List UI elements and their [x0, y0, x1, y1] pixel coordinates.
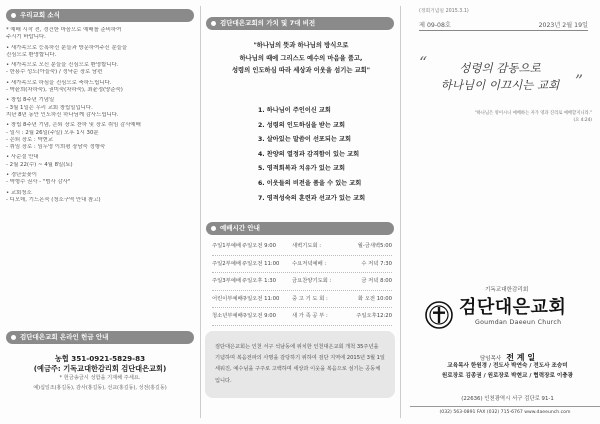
staff-line: 교육목사 한원경 / 전도사 박연숙 / 전도사 조승미 [447, 363, 568, 369]
service-time: 주일오전 11:00 [242, 295, 280, 302]
bullet-icon [11, 13, 16, 18]
church-name-english: Goumdan Daeeun Church [475, 319, 562, 326]
service-time: 주일오전 11:00 [242, 260, 280, 267]
meeting-name: 새벽기도회 : [292, 243, 322, 249]
news-item [6, 45, 194, 60]
news-item-line: * 예배 시작 전, 경건한 마음으로 예배를 준비하여 [6, 27, 122, 33]
news-item [6, 190, 194, 205]
close-quote-icon: ” [574, 71, 583, 90]
bullet-icon [211, 226, 216, 231]
service-time: 주일오후 1:30 [242, 278, 277, 284]
denomination-label: 기독교대한감리회 [485, 287, 529, 293]
church-logo [425, 285, 590, 347]
staff-line: 원로장로 김종권 / 원로장로 박현교 / 협력장로 이충광 [441, 373, 574, 379]
meeting-time: 수 저녁 7:30 [361, 260, 392, 267]
news-item-line: • 교회청소 [6, 189, 32, 196]
news-item [6, 80, 194, 95]
bullet-icon [211, 21, 216, 26]
worship-schedule-table [212, 238, 392, 326]
vision-quote [212, 40, 390, 78]
vision-list [258, 104, 398, 206]
worship-row [212, 308, 392, 326]
meeting-time: 주일오후12:20 [356, 313, 392, 319]
meeting-name: 새 가 족 공 부 : [292, 313, 328, 319]
header-rule [419, 30, 588, 31]
church-intro [205, 331, 395, 398]
news-item-line: • 경단꽃꽂이 [6, 172, 37, 179]
pastor-label: 담임목사 [479, 356, 502, 362]
vision-section-title: 검단대은교회의 가치 및 7대 비전 [220, 19, 316, 27]
meeting-time: 월-금새벽5:00 [357, 243, 392, 249]
church-address: (22636) 인천광역시 서구 검단로 91-1 [461, 396, 554, 402]
service-name: 어린이부예배 : [212, 295, 247, 302]
theme-line: 성령의 감동으로 [459, 61, 541, 75]
church-name: 검단대은교회 [459, 297, 567, 318]
offering-types: 예)십일조(홍길동), 감사(홍길동), 선교(홍길동), 성전(홍길동) [33, 385, 167, 391]
vision-section-header [206, 17, 394, 30]
pastor-name: 전 계 일 [506, 353, 536, 362]
vision-item: 1. 하나님이 주인이신 교회 [258, 107, 331, 114]
news-section-title: 우리교회 소식 [20, 11, 60, 19]
vision-item: 3. 살아있는 말씀이 선포되는 교회 [258, 136, 351, 144]
news-item-line: • 새가족으로 등록하신 분들과 방문하여주신 분들을 [6, 44, 128, 51]
news-item [6, 172, 194, 187]
yearly-theme [419, 53, 583, 94]
worship-row [212, 291, 392, 309]
news-item-line: 주시기 바랍니다. [6, 34, 46, 41]
news-item-line: - 디모데, 기드온숙 (청소구역 안내 참고) [6, 196, 101, 203]
service-name: 주일1부예배 : [212, 243, 245, 249]
service-name: 주일3부예배 : [212, 278, 245, 284]
news-item-line: - 한용수 성도(아들숙) / 정낙순 장로 남편 [6, 69, 103, 76]
news-item-line: 진심으로 환영합니다. [6, 51, 57, 58]
news-item-line: - 은퇴 장로 : 박현교 [6, 136, 54, 143]
meeting-name: 수요저녁예배 : [292, 260, 327, 267]
worship-row [212, 256, 392, 274]
meeting-time: 화 오전 10:00 [358, 295, 392, 302]
vision-item: 2. 성령의 인도하심을 받는 교회 [258, 121, 345, 129]
service-time: 주일오전 9:00 [242, 313, 277, 319]
news-item [6, 27, 194, 42]
vision-quote-line: 성령의 인도하심 따라 세상과 이웃을 섬기는 교회" [231, 67, 371, 74]
worship-row [212, 238, 392, 256]
vision-quote-line: "하나님의 뜻과 하나님의 방식으로 [253, 42, 349, 49]
vision-item: 6. 이웃들의 비전을 품을 수 있는 교회 [258, 179, 362, 187]
open-quote-icon: “ [419, 53, 428, 72]
news-item-line: • 새가족으로 오신 분들을 진심으로 환영합니다. [6, 62, 119, 69]
theme-verse [422, 110, 592, 124]
account-holder: (예금주: 기독교대한감리회 검단대은교회) [33, 364, 167, 373]
news-item-line: • 새가족으로 하심을 진심으로 축하드립니다. [6, 79, 112, 86]
news-item-line: • 창립 8주년 기념, 은퇴 장로 찬하 및 장로 취임 감사예배 [6, 122, 141, 129]
news-list [6, 27, 194, 207]
news-item-line: • 창립 8주년 기념일 [6, 97, 55, 104]
church-contact: (032) 563-0891 FAX (032) 715-6767 www.daeeunch.com [410, 406, 600, 415]
verse-text: "하나님은 영이시니 예배하는 자가 영과 진리로 예배할지니라." [474, 111, 592, 116]
news-item [6, 97, 194, 119]
meeting-name: 금요찬양기도회 : [292, 278, 332, 284]
news-item-line: - 2월 22(수) ~ 4월 8일(토) [6, 161, 73, 168]
news-item-line: - 박형수 권사 - "범사 감사" [6, 179, 71, 186]
news-section-header [6, 9, 194, 22]
news-item [6, 122, 194, 151]
meeting-time: 금 저녁 8:00 [361, 278, 392, 284]
vision-item: 7. 영적성숙의 훈련과 선교가 있는 교회 [258, 194, 366, 202]
vision-item: 4. 찬양의 열정과 감격함이 있는 교회 [258, 150, 360, 158]
issue-number: 제 09-08호 [419, 22, 451, 29]
news-item-line: 지난 8년 동안 인도하신 하나님께 감사드립니다. [6, 111, 119, 118]
worship-row [212, 273, 392, 291]
service-time: 주일오전 9:00 [242, 243, 277, 249]
news-item-line: - 일시 : 2월 26일(주일) 오후 1시 30분 [6, 129, 99, 136]
church-emblem-icon [425, 301, 453, 329]
account-section-header [6, 331, 194, 344]
worship-section-header [206, 222, 394, 235]
worship-section-title: 예배시간 안내 [220, 224, 260, 232]
news-item-line: • 사순절 안내 [6, 154, 39, 161]
service-name: 청소년부예배 : [212, 313, 247, 319]
news-item [6, 62, 194, 77]
meeting-name: 중 고 기 도 회 : [292, 295, 328, 302]
panel-divider [400, 6, 401, 418]
service-name: 주일2부예배 : [212, 260, 245, 267]
news-item-line: - 취임 장로 : 임두영 이희평 장남숙 정행숙 [6, 144, 106, 151]
vision-item: 5. 영적회복과 치유가 있는 교회 [258, 165, 345, 173]
vision-quote-line: 하나님의 때에 그리스도 예수의 마음을 품고, [239, 54, 363, 62]
panel-divider [200, 6, 201, 418]
news-item [6, 154, 194, 169]
theme-line: 하나님이 이끄시는 교회 [440, 78, 560, 92]
news-item-line: - 박윤희(차하숙), 권미숙(차하숙), 최윤정(양준숙) [6, 87, 123, 94]
account-section-title: 검단대은교회 온라인 헌금 안내 [20, 333, 109, 341]
bank-account: 농협 351-0921-5829-83 [54, 354, 146, 363]
church-intro-text: 검단대은교회는 인천 서구 석남동에 위치한 인천대은교회 개척 35주년을 기념하며 복음전파의 사명을 감당하기 위하여 검단 지역에 2015년 3월 1일 세워진, 예수님을 구주로 고백하며 세상과 이웃을 복음으로 섬기는 공동체입니다. [215, 344, 385, 384]
verse-reference: (요 4:24) [573, 118, 592, 123]
news-item-line: - 3월 1일은 우리 교회 창립일입니다. [6, 104, 93, 111]
offering-account-info [6, 354, 194, 392]
bullet-icon [11, 335, 16, 340]
founding-date-note: (정회기념일 2015.3.1) [419, 9, 469, 14]
issue-date: 2023년 2월 19일 [538, 22, 588, 29]
offering-note: * 헌금송금시 성함을 기재해 주세요. [59, 375, 141, 381]
